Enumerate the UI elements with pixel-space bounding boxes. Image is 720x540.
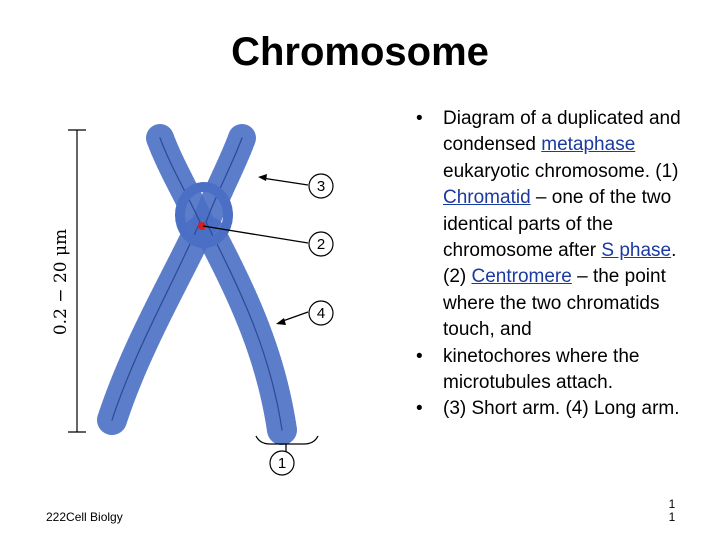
bullet-item: • kinetochores where the microtubules attach.: [412, 344, 692, 397]
callout-2: [309, 232, 333, 256]
scale-label: 0.2 − 20 μm: [51, 228, 71, 336]
callout-4: [309, 301, 333, 325]
long-arm-right: [210, 232, 282, 430]
chromosome-diagram: [40, 110, 410, 490]
slide-title: Chromosome: [231, 30, 489, 74]
link-chromatid[interactable]: Chromatid: [443, 187, 531, 209]
svg-text:2: 2: [316, 236, 326, 253]
svg-text:1: 1: [277, 455, 287, 472]
callout-1: [270, 451, 294, 475]
callout-3: [309, 174, 333, 198]
footer-course: 222Cell Biolgy: [46, 510, 123, 524]
bullet-list: [412, 106, 692, 423]
link-s-phase[interactable]: S phase: [601, 240, 672, 262]
long-arm-left: [112, 232, 198, 420]
svg-text:3: 3: [316, 178, 326, 195]
link-metaphase[interactable]: metaphase: [541, 134, 636, 156]
svg-text:4: 4: [316, 305, 326, 322]
bullet-item: • Diagram of a duplicated and condensed metaphase eukaryotic chromosome. (1) Chromatid – one of the two identical parts of the chromosome after S phase. (2) Centromere – the point where the two chromatids touch, and: [412, 106, 692, 344]
bullet-item: • (3) Short arm. (4) Long arm.: [412, 396, 692, 422]
link-centromere[interactable]: Centromere: [471, 266, 572, 288]
callout-arrowheads: [258, 174, 286, 325]
page-number: 1 1: [668, 497, 676, 524]
chromosome-body: [112, 138, 282, 430]
